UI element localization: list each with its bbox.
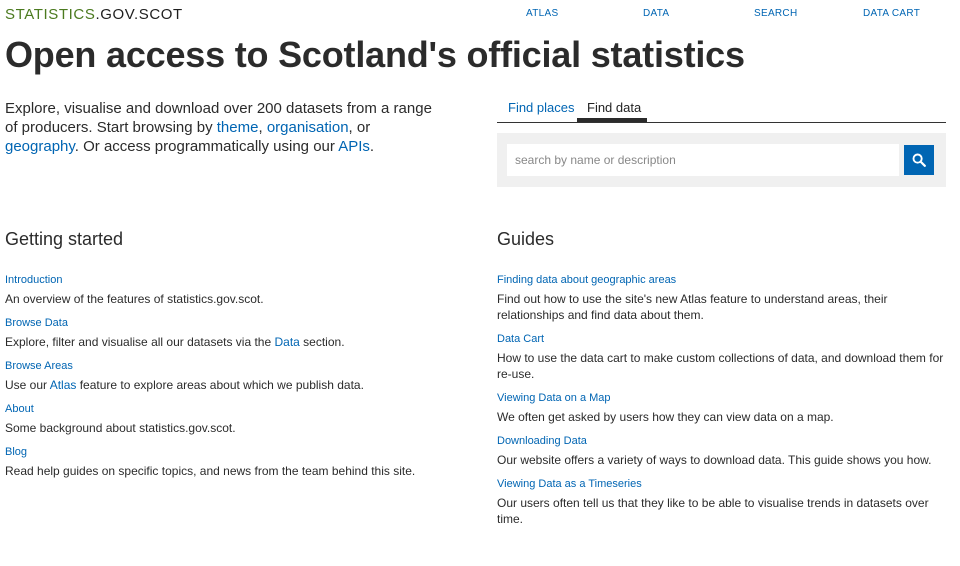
intro-sep-1: , <box>258 119 267 136</box>
desc-text: Explore, filter and visualise all our datasets via the <box>5 335 275 349</box>
intro-text-2: . Or access programmatically using our <box>74 138 339 155</box>
getting-started-heading: Getting started <box>5 229 124 249</box>
link-apis[interactable]: APIs <box>338 138 370 155</box>
link-browse-areas[interactable]: Browse Areas <box>5 360 73 372</box>
nav-search[interactable]: SEARCH <box>754 8 798 19</box>
list-item <box>5 402 475 436</box>
search-panel <box>497 133 946 187</box>
list-item <box>497 273 947 323</box>
top-nav <box>0 8 960 22</box>
list-item <box>5 445 475 479</box>
guides-heading: Guides <box>497 229 555 249</box>
intro-text-3: . <box>369 138 375 155</box>
search-input[interactable] <box>507 144 899 176</box>
link-organisation[interactable]: organisation <box>266 119 349 136</box>
item-description: Some background about statistics.gov.scot. <box>5 421 236 435</box>
link-guide-map[interactable]: Viewing Data on a Map <box>497 392 611 404</box>
link-about[interactable]: About <box>5 403 34 415</box>
guides-section <box>497 228 947 536</box>
tab-find-data[interactable]: Find data <box>577 100 647 122</box>
item-description: Our users often tell us that they like to be able to visualise trends in datasets over time. <box>497 496 929 526</box>
item-description <box>5 334 475 350</box>
item-description: How to use the data cart to make custom collections of data, and download them for re-use. <box>497 351 944 381</box>
link-guide-timeseries[interactable]: Viewing Data as a Timeseries <box>497 478 642 490</box>
link-data-section[interactable]: Data <box>274 335 300 349</box>
nav-data[interactable]: DATA <box>643 8 670 19</box>
link-browse-data[interactable]: Browse Data <box>5 317 68 329</box>
list-item <box>497 477 947 527</box>
intro-text <box>5 99 445 156</box>
link-introduction[interactable]: Introduction <box>5 274 63 286</box>
link-guide-downloading[interactable]: Downloading Data <box>497 435 587 447</box>
list-item <box>5 273 475 307</box>
desc-text: Use our <box>5 378 50 392</box>
search-tabs <box>497 97 946 123</box>
desc-text: feature to explore areas about which we publish data. <box>76 378 364 392</box>
logo-gov-scot: .GOV.SCOT <box>95 6 183 23</box>
item-description: Our website offers a variety of ways to download data. This guide shows you how. <box>497 453 932 467</box>
link-geography[interactable]: geography <box>5 138 75 155</box>
intro-text-1: Explore, visualise and download over 200 datasets from a range of producers. Start browsing by <box>5 100 432 136</box>
list-item <box>5 359 475 393</box>
list-item <box>497 332 947 382</box>
page-title: Open access to Scotland's official statistics <box>5 34 745 75</box>
intro-sep-2: , or <box>348 119 371 136</box>
link-atlas[interactable]: Atlas <box>49 378 77 392</box>
list-item <box>497 434 947 468</box>
item-description: Find out how to use the site's new Atlas feature to understand areas, their relationships and find data about them. <box>497 292 888 322</box>
item-description: An overview of the features of statistics.gov.scot. <box>5 292 264 306</box>
link-guide-geographic-areas[interactable]: Finding data about geographic areas <box>497 274 677 286</box>
nav-atlas[interactable]: ATLAS <box>526 8 559 19</box>
tab-find-places[interactable]: Find places <box>508 100 575 115</box>
link-guide-data-cart[interactable]: Data Cart <box>497 333 545 345</box>
search-button[interactable] <box>904 145 934 175</box>
getting-started-section <box>5 228 475 488</box>
item-description: We often get asked by users how they can view data on a map. <box>497 410 834 424</box>
logo-statistics: STATISTICS <box>5 6 96 23</box>
search-icon <box>912 153 926 167</box>
item-description <box>5 377 475 393</box>
desc-text: section. <box>299 335 345 349</box>
link-theme[interactable]: theme <box>216 119 259 136</box>
list-item <box>497 391 947 425</box>
link-blog[interactable]: Blog <box>5 446 28 458</box>
item-description: Read help guides on specific topics, and news from the team behind this site. <box>5 464 416 478</box>
nav-data-cart[interactable]: DATA CART <box>863 8 921 19</box>
list-item <box>5 316 475 350</box>
